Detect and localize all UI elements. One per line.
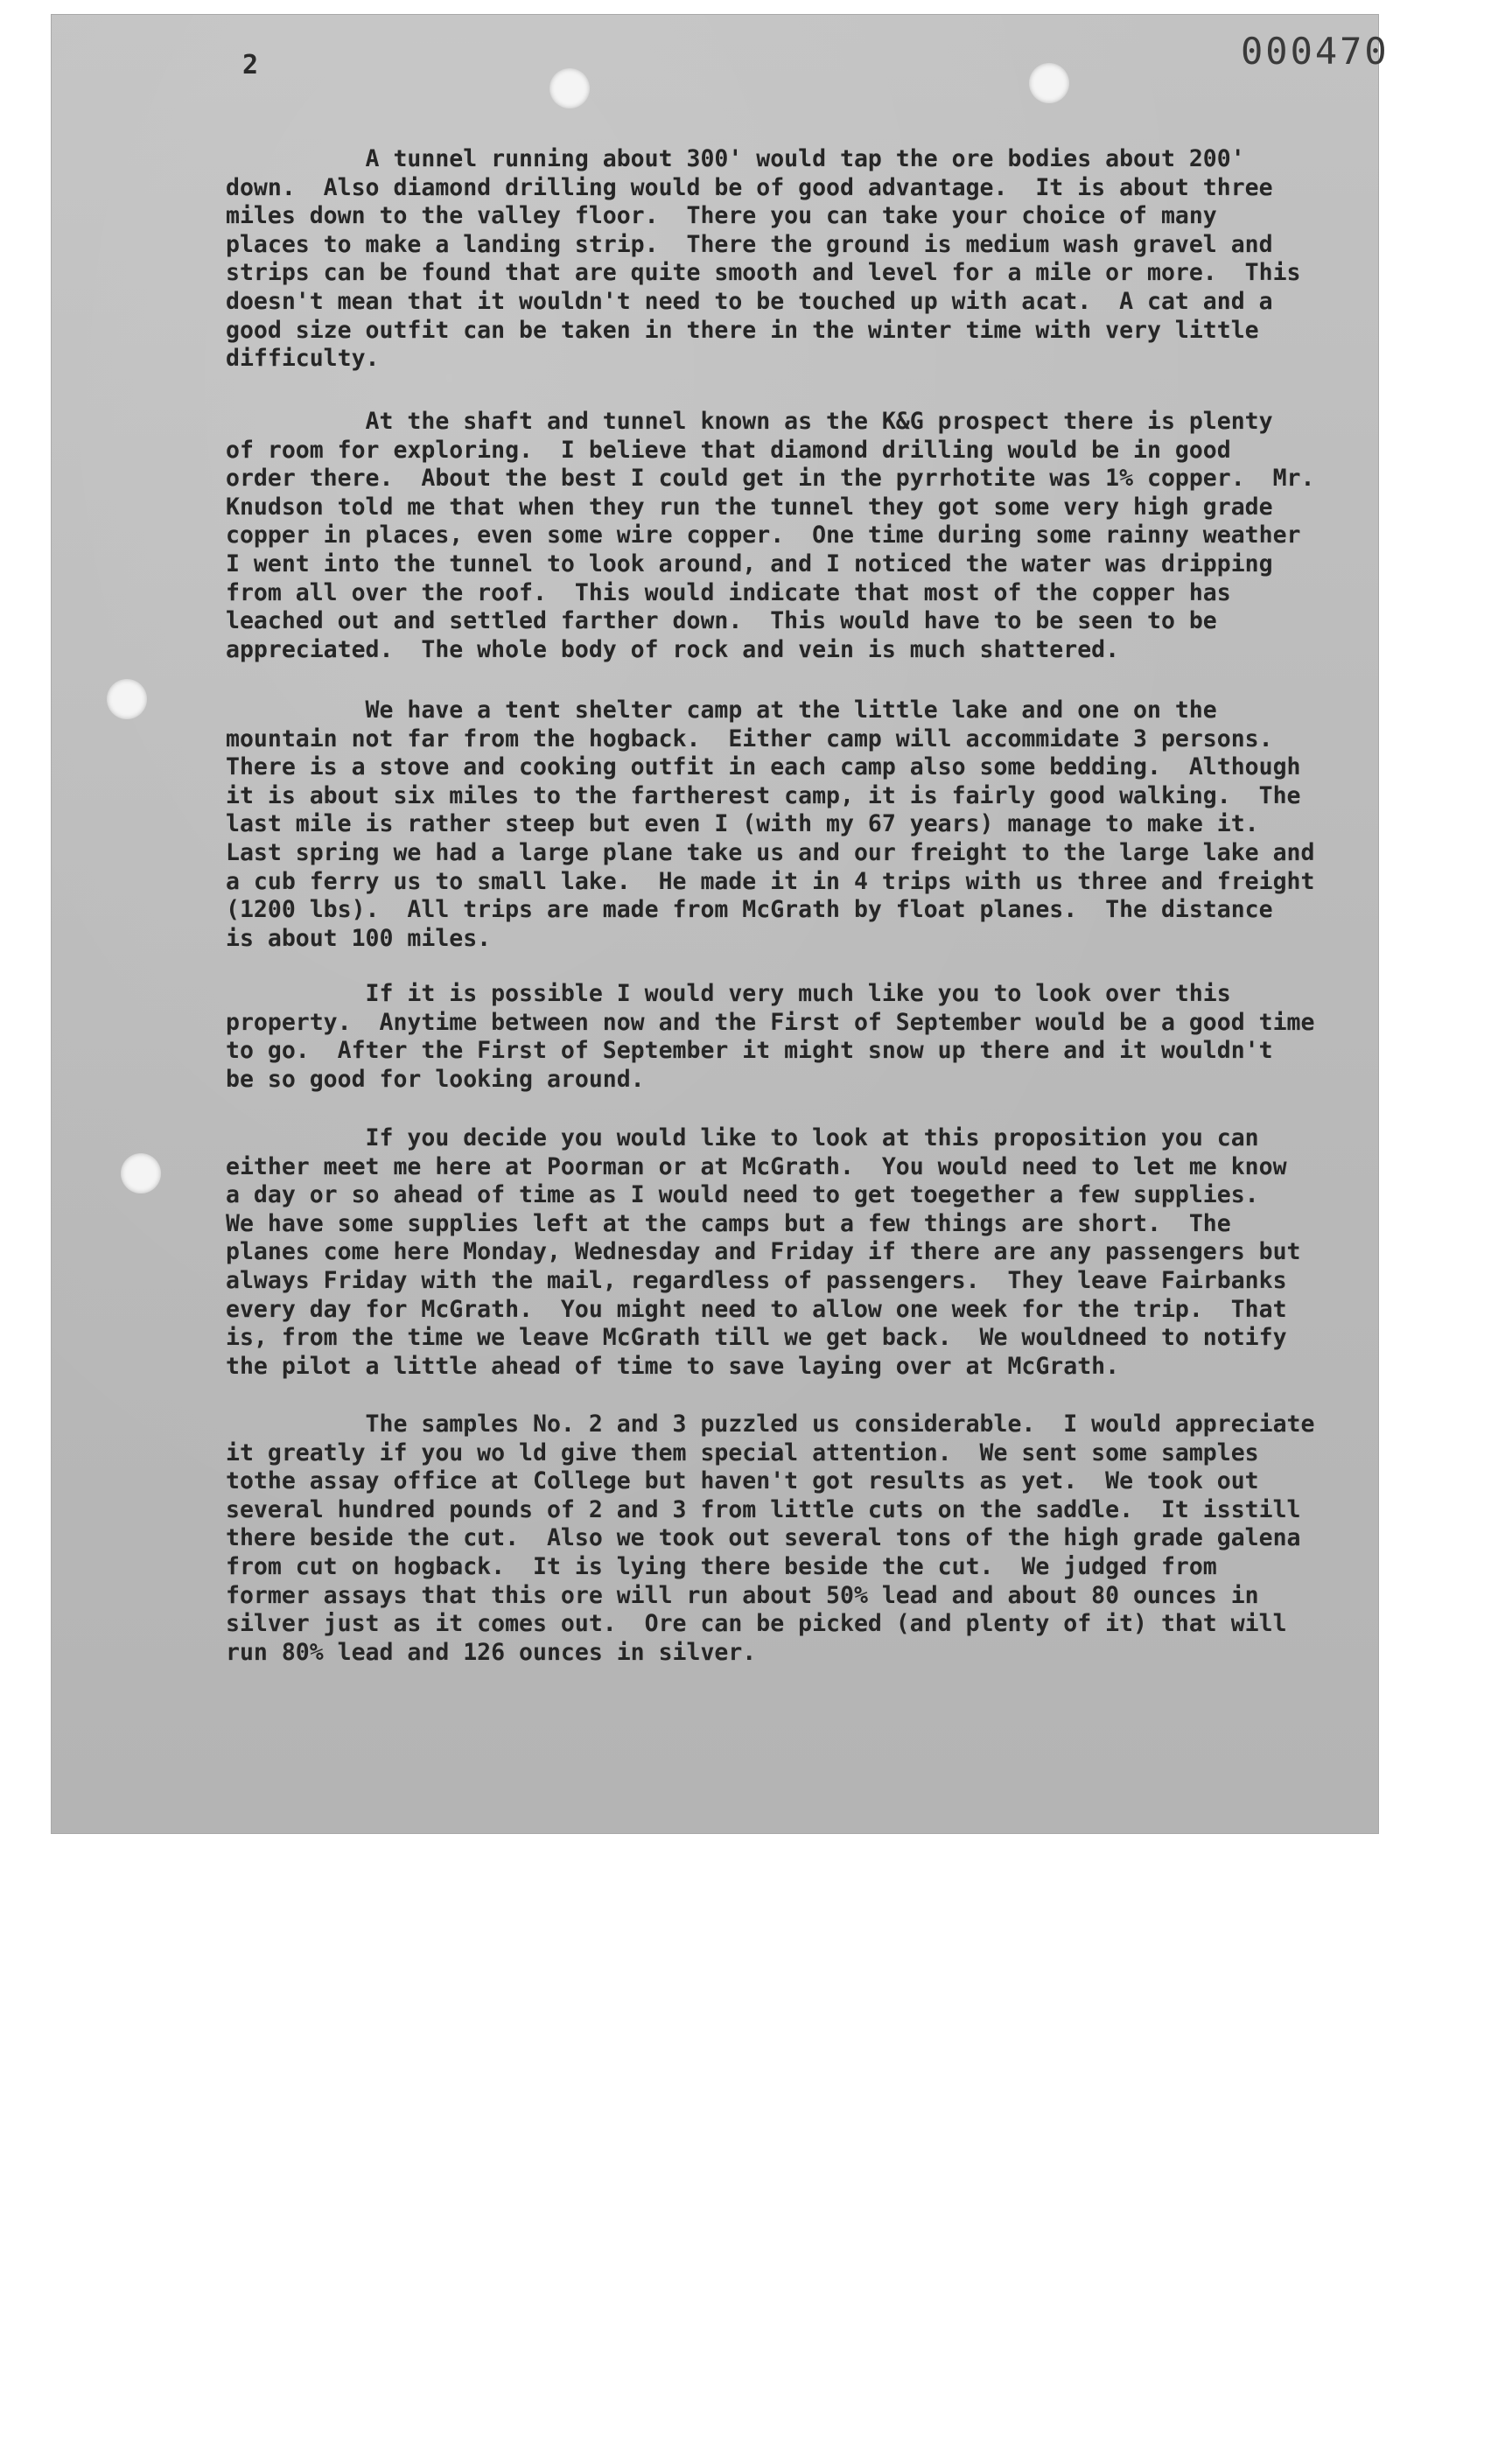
text-line: places to make a landing strip. There the ground is medium wash gravel and [226, 230, 1273, 258]
text-line: to go. After the First of September it might snow up there and it wouldn't [226, 1037, 1273, 1065]
text-line: leached out and settled farther down. This would have to be seen to be [226, 607, 1217, 635]
text-line: run 80% lead and 126 ounces in silver. [226, 1638, 757, 1666]
text-line: it is about six miles to the fartherest camp, it is fairly good walking. The [226, 781, 1301, 809]
text-line: the pilot a little ahead of time to save laying over at McGrath. [226, 1352, 1120, 1380]
text-line: (1200 lbs). All trips are made from McGrath by float planes. The distance [226, 896, 1273, 924]
text-line: a cub ferry us to small lake. He made it in 4 trips with us three and freight [226, 867, 1315, 895]
text-line: is about 100 miles. [226, 924, 492, 952]
page-number: 2 [242, 50, 259, 80]
text-line: planes come here Monday, Wednesday and Friday if there are any passengers but [226, 1238, 1301, 1266]
text-line: mountain not far from the hogback. Either camp will accommidate 3 persons. [226, 724, 1273, 752]
text-line: tothe assay office at College but haven't got results as yet. We took out [226, 1467, 1259, 1495]
letter-paragraph [226, 1410, 1381, 1667]
text-line: miles down to the valley floor. There you can take your choice of many [226, 202, 1217, 230]
text-line: of room for exploring. I believe that diamond drilling would be in good [226, 436, 1231, 464]
text-line: there beside the cut. Also we took out several tons of the high grade galena [226, 1524, 1301, 1552]
text-line: be so good for looking around. [226, 1065, 645, 1093]
text-line: copper in places, even some wire copper. One time during some rainny weather [226, 522, 1301, 550]
text-line: If it is possible I would very much like you to look over this [226, 980, 1231, 1007]
document-number-stamp: 000470 [1241, 30, 1390, 73]
text-line: from cut on hogback. It is lying there beside the cut. We judged from [226, 1552, 1217, 1580]
text-line: always Friday with the mail, regardless of passengers. They leave Fairbanks [226, 1266, 1287, 1294]
text-line: I went into the tunnel to look around, and I noticed the water was dripping [226, 550, 1273, 578]
text-line: At the shaft and tunnel known as the K&G prospect there is plenty [226, 408, 1273, 435]
text-line: several hundred pounds of 2 and 3 from little cuts on the saddle. It isstill [226, 1495, 1301, 1523]
text-line: either meet me here at Poorman or at McGrath. You would need to let me know [226, 1152, 1287, 1180]
text-line: good size outfit can be taken in there in the winter time with very little [226, 316, 1259, 344]
letter-paragraph [226, 1124, 1381, 1381]
text-line: order there. About the best I could get in the pyrrhotite was 1% copper. Mr. [226, 465, 1315, 493]
letter-paragraph [226, 980, 1381, 1094]
text-line: Last spring we had a large plane take us and our freight to the large lake and [226, 838, 1315, 866]
text-line: A tunnel running about 300' would tap the ore bodies about 200' [226, 145, 1245, 172]
text-line: strips can be found that are quite smooth and level for a mile or more. This [226, 259, 1301, 287]
text-line: If you decide you would like to look at this proposition you can [226, 1124, 1259, 1152]
letter-paragraph [226, 696, 1381, 953]
text-line: former assays that this ore will run about 50% lead and about 80 ounces in [226, 1581, 1259, 1609]
text-line: There is a stove and cooking outfit in each camp also some bedding. Although [226, 753, 1301, 781]
text-line: We have a tent shelter camp at the little lake and one on the [226, 696, 1217, 724]
text-line: last mile is rather steep but even I (with my 67 years) manage to make it. [226, 810, 1259, 838]
text-line: every day for McGrath. You might need to allow one week for the trip. That [226, 1295, 1287, 1323]
text-line: We have some supplies left at the camps but a few things are short. The [226, 1209, 1231, 1237]
text-line: is, from the time we leave McGrath till we get back. We wouldneed to notify [226, 1324, 1287, 1352]
letter-paragraph [226, 145, 1381, 374]
text-line: The samples No. 2 and 3 puzzled us considerable. I would appreciate [226, 1410, 1315, 1438]
text-line: a day or so ahead of time as I would need to get toegether a few supplies. [226, 1181, 1259, 1209]
letter-paragraph [226, 408, 1381, 664]
text-line: silver just as it comes out. Ore can be picked (and plenty of it) that will [226, 1610, 1287, 1638]
text-line: it greatly if you wo ld give them special attention. We sent some samples [226, 1438, 1259, 1466]
text-line: from all over the roof. This would indicate that most of the copper has [226, 578, 1231, 606]
text-line: doesn't mean that it wouldn't need to be touched up with acat. A cat and a [226, 287, 1273, 315]
text-line: Knudson told me that when they run the tunnel they got some very high grade [226, 493, 1273, 521]
text-line: property. Anytime between now and the First of September would be a good time [226, 1008, 1315, 1036]
text-line: down. Also diamond drilling would be of good advantage. It is about three [226, 173, 1273, 201]
text-line: difficulty. [226, 345, 380, 373]
text-line: appreciated. The whole body of rock and vein is much shattered. [226, 635, 1120, 663]
